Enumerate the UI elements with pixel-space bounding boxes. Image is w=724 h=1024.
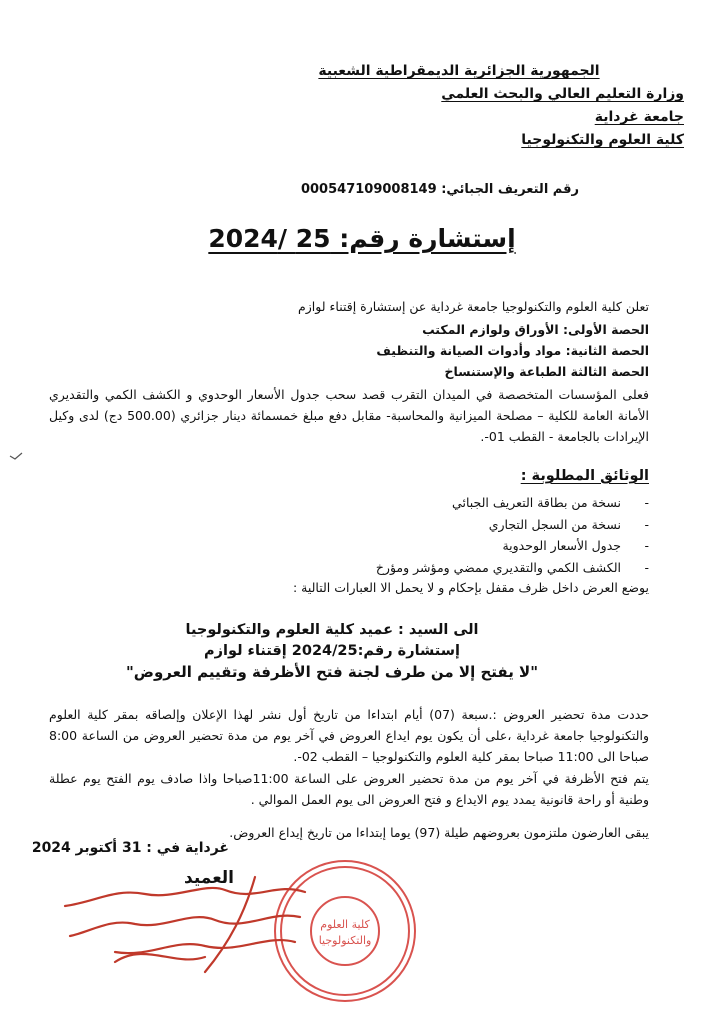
opening-paragraph: يتم فتح الأظرفة في آخر يوم من مدة تحضير العروض على الساعة 11:00صباحا واذا صادف يوم الفتح يوم عطلة وطنية أو راحة قانونية يمدد يوم الايداع و فتح العروض الى يوم العمل الموالي .	[49, 771, 649, 807]
faculty-name: كلية العلوم والتكنولوجيا	[521, 132, 684, 148]
stamp-text-1: كلية العلوم	[320, 918, 370, 931]
address-line-2: إستشارة رقم:2024/25 إقتناء لوازم	[204, 643, 460, 659]
lot-3: الحصة الثالثة الطباعة والإستنساخ	[444, 364, 649, 379]
margin-mark	[9, 452, 23, 460]
document-item: - نسخة من السجل التجاري	[376, 514, 649, 536]
university-name: جامعة غرداية	[594, 109, 684, 125]
intro-text: تعلن كلية العلوم والتكنولوجيا جامعة غرداية عن إستشارة إقتناء لوازم	[298, 299, 649, 314]
required-documents-title: الوثائق المطلوبة :	[520, 468, 649, 484]
address-line-1: الى السيد : عميد كلية العلوم والتكنولوجيا	[185, 622, 479, 638]
preparation-paragraph: حددت مدة تحضير العروض :.سبعة (07) أيام ابتداءا من تاريخ أول نشر لهذا الإعلان وإلصاقه بمقر كلية العلوم والتكنولوجيا جامعة غرداية ،على أن يكون يوم ايداع العروض في آخر يوم من مدة تحضير العروض من الساعة 8:00 صباحا الى 11:00 صباحا بمقر كلية العلوم والتكنولوجيا – القطب 02-.	[49, 707, 649, 764]
date-line: غرداية في : 31 أكتوبر 2024	[31, 840, 229, 856]
lots-list	[376, 319, 649, 382]
envelope-note: يوضع العرض داخل ظرف مقفل بإحكام و لا يحمل الا العبارات التالية :	[292, 580, 649, 595]
stamp-inner-ring	[311, 897, 379, 965]
required-documents-list	[376, 492, 649, 578]
republic-name: الجمهورية الجزائرية الديمقراطية الشعبية	[318, 63, 600, 79]
ministry-name: وزارة التعليم العالي والبحث العلمي	[441, 86, 684, 102]
signatory-title: العميد	[184, 868, 234, 888]
lot-2: الحصة الثانية: مواد وأدوات الصيانة والتنظيف	[376, 343, 649, 358]
tax-id-value: 000547109008149	[300, 182, 437, 197]
address-line-3: "لا يفتح إلا من طرف لجنة فتح الأظرفة وتقييم العروض"	[125, 663, 539, 681]
document-item: - الكشف الكمي والتقديري ممضي ومؤشر ومؤرخ	[376, 557, 649, 579]
tax-id-label: رقم التعريف الجبائي:	[441, 182, 579, 197]
lot-1: الحصة الأولى: الأوراق ولوازم المكتب	[422, 322, 649, 337]
stamp-text-2: والتكنولوجيا	[318, 934, 372, 947]
tax-id	[301, 182, 579, 197]
letterhead	[264, 60, 684, 152]
document-item: - جدول الأسعار الوحدوية	[376, 535, 649, 557]
validity-note: يبقى العارضون ملتزمون بعروضهم طيلة (97) يوما إبتداءا من تاريخ إيداع العروض.	[229, 825, 649, 840]
handwritten-signature-icon	[55, 872, 315, 977]
withdrawal-paragraph: فعلى المؤسسات المتخصصة في الميدان التقرب قصد سحب جدول الأسعار الوحدوي و الكشف الكمي والتقديري الأمانة العامة للكلية – مصلحة الميزانية والمحاسبة- مقابل دفع مبلغ خمسمائة دينار جزائري (500.00 دج) لدى وكيل الإيرادات بالجامعة - القطب 01-.	[49, 387, 649, 444]
envelope-address	[0, 620, 664, 683]
consultation-title: إستشارة رقم: 25 /2024	[208, 224, 516, 253]
document-item: - نسخة من بطاقة التعريف الجبائي	[376, 492, 649, 514]
